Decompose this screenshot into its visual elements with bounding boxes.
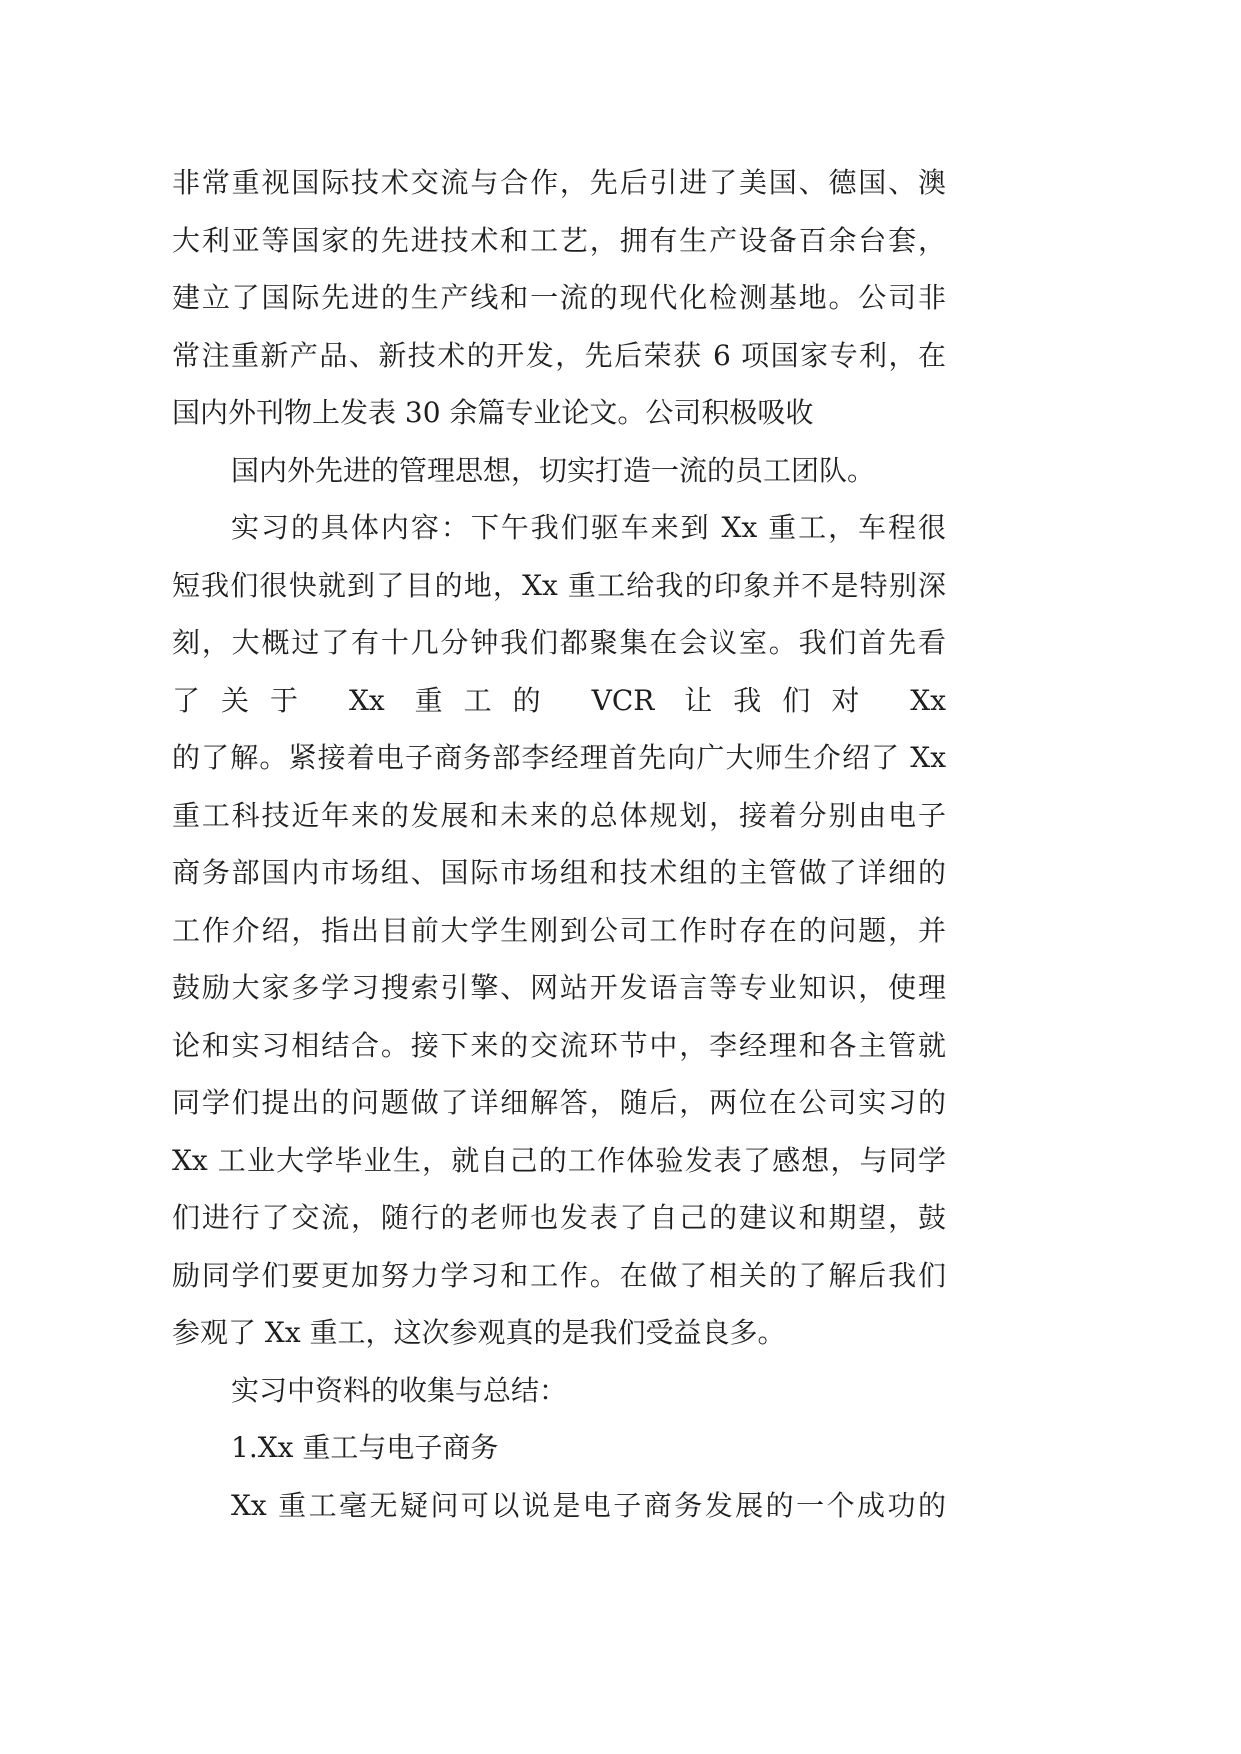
paragraph xyxy=(172,154,946,442)
subsection-heading xyxy=(172,1419,946,1477)
text-line: 的了解。紧接着电子商务部李经理首先向广大师生介绍了 Xx xyxy=(172,741,946,774)
paragraph xyxy=(172,1477,946,1535)
text-line: 们进行了交流，随行的老师也发表了自己的建议和期望，鼓 xyxy=(172,1201,946,1234)
text-line: 刻，大概过了有十几分钟我们都聚集在会议室。我们首先看 xyxy=(172,626,946,659)
text-line: 同学们提出的问题做了详细解答，随后，两位在公司实习的 xyxy=(172,1086,946,1119)
text-line: 1.Xx 重工与电子商务 xyxy=(231,1431,499,1464)
text-line: 常注重新产品、新技术的开发，先后荣获 6 项国家专利，在 xyxy=(172,338,946,372)
text-line: 国内外先进的管理思想，切实打造一流的员工团队。 xyxy=(231,453,876,487)
text-line: Xx 工业大学毕业生，就自己的工作体验发表了感想，与同学 xyxy=(172,1143,946,1177)
text-line: 励同学们要更加努力学习和工作。在做了相关的了解后我们 xyxy=(172,1258,946,1292)
paragraph xyxy=(172,499,946,1362)
text-line: 论和实习相结合。接下来的交流环节中，李经理和各主管就 xyxy=(172,1028,946,1062)
text-line: 实习的具体内容：下午我们驱车来到 Xx 重工，车程很 xyxy=(231,511,946,544)
text-line: 重工科技近年来的发展和未来的总体规划，接着分别由电子 xyxy=(172,798,946,832)
text-line: 了关于 Xx 重工的 VCR 让我们对 Xx xyxy=(172,683,946,717)
text-line: 建立了国际先进的生产线和一流的现代化检测基地。公司非 xyxy=(172,281,946,314)
text-line: 大利亚等国家的先进技术和工艺，拥有生产设备百余台套， xyxy=(172,223,946,257)
text-line: Xx 重工毫无疑问可以说是电子商务发展的一个成功的 xyxy=(231,1488,946,1522)
text-line: 工作介绍，指出目前大学生刚到公司工作时存在的问题，并 xyxy=(172,913,946,947)
text-line: 非常重视国际技术交流与合作，先后引进了美国、德国、澳 xyxy=(172,166,946,199)
text-line: 实习中资料的收集与总结： xyxy=(231,1373,568,1407)
text-line: 参观了 Xx 重工，这次参观真的是我们受益良多。 xyxy=(172,1316,786,1349)
section-heading xyxy=(172,1362,946,1420)
body-text xyxy=(172,154,946,1534)
paragraph xyxy=(172,442,946,500)
text-line: 国内外刊物上发表 30 余篇专业论文。公司积极吸收 xyxy=(172,396,814,429)
text-line: 鼓励大家多学习搜索引擎、网站开发语言等专业知识，使理 xyxy=(172,971,946,1004)
text-line: 短我们很快就到了目的地，Xx 重工给我的印象并不是特别深 xyxy=(172,568,946,602)
text-line: 商务部国内市场组、国际市场组和技术组的主管做了详细的 xyxy=(172,856,946,889)
